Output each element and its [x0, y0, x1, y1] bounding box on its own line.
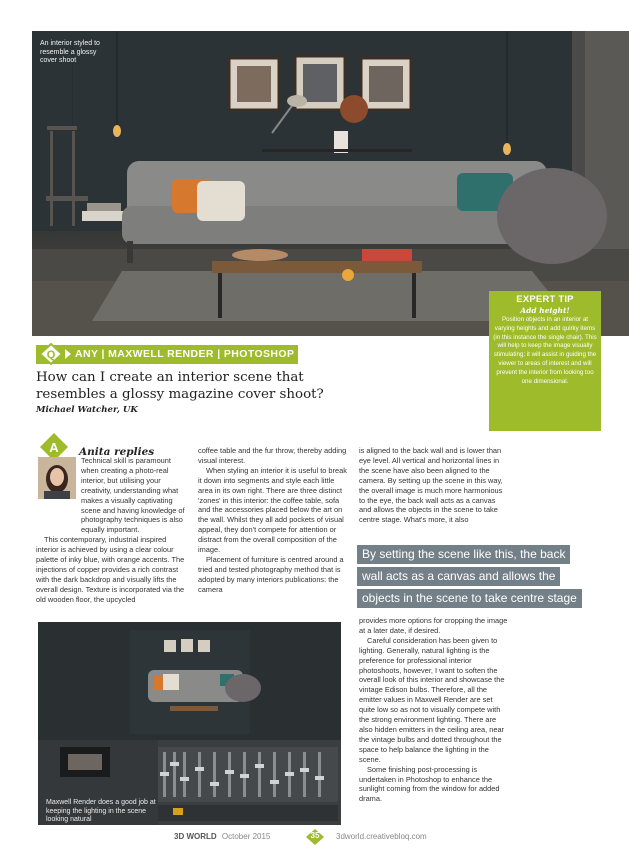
topic-tag-label: ANY | MAXWELL RENDER | PHOTOSHOP	[75, 348, 295, 360]
footer-magazine-name: 3D WORLD	[174, 832, 217, 841]
expert-tip-title: EXPERT TIP	[516, 294, 574, 305]
footer-site: 3dworld.creativebloq.com	[336, 832, 427, 841]
render-screenshot	[38, 622, 341, 825]
paragraph: This contemporary, industrial inspired interior is achieved by using a clear colour palette of inky blue, with orange accents. The injections of copper provides a rich contrast with the dark backdrop and visually lifts the overall design. Texture is incorporated via the old wooden floor, the upcycled	[36, 535, 185, 604]
question-heading: How can I create an interior scene that resembles a glossy magazine cover shoot?	[36, 370, 324, 402]
pull-quote-line: By setting the scene like this, the back	[357, 545, 570, 564]
question-diamond-icon	[38, 343, 78, 365]
page-number: 35	[310, 831, 320, 840]
paragraph: coffee table and the fur throw, thereby adding visual interest.	[198, 446, 347, 465]
paragraph: Careful consideration has been given to lighting. Generally, natural lighting is the preference for professional interior photoshoots, however, I want to soften the overall look of this interior and showcase the vintage Edison bulbs. Therefore, all the emitter values in Maxwell Render are set quite low so as not to visually compete with the strong environment lighting. There are also hidden emitters in the ceiling area, near the vintage bulbs and dotted throughout the space to help balance the lighting in the scene.	[359, 635, 505, 764]
pull-quote	[357, 545, 577, 611]
paragraph: is aligned to the back wall and is lower than eye level. All vertical and horizontal lines in the scene have also been aligned to the camera. By setting up the scene in this way, the overall image is much more harmonious to the eye, the back wall acts as a canvas and allows the objects in the scene to take centre stage. What's more, it also	[359, 446, 503, 525]
paragraph: When styling an interior it is useful to break it down into segments and style each little area in its own right. There are three distinct 'zones' in this interior: the coffee table, sofa and the accessories placed below the art on the wall. Whilst they all add pockets of visual appeal, they don't compete for attention or distract from the overall composition of the image.	[198, 465, 347, 555]
paragraph: provides more options for cropping the image at a later date, if desired.	[359, 616, 508, 635]
pull-quote-line: wall acts as a canvas and allows the	[357, 567, 560, 586]
answer-column-3-continued	[359, 616, 509, 804]
answer-column-2	[198, 446, 350, 595]
svg-text:A: A	[49, 440, 59, 455]
expert-tip-body: Position objects in an interior at varying heights and add quirky items (in this instance the single chair). This will help to keep the image visually stimulating; it will assist in guiding the viewer to areas of interest and will prevent the interior from looking too one dimensional.	[493, 316, 597, 385]
paragraph: Technical skill is paramount when creating a photo-real interior, but utilising your creativity, understanding what makes a visually captivating scene and having knowledge of photography techniques is also equally important.	[81, 456, 185, 535]
paragraph: Some finishing post-processing is undertaken in Photoshop to enhance the sunlight coming from the window for added drama.	[359, 764, 500, 804]
answer-replier: Anita replies	[79, 446, 155, 458]
footer-issue: October 2015	[221, 832, 271, 841]
expert-tip-box	[489, 291, 601, 431]
expert-tip-subtitle: Add height!	[520, 306, 570, 315]
answer-column-3	[359, 446, 509, 525]
svg-text:Q: Q	[46, 349, 56, 361]
paragraph: Placement of furniture is centred around a tried and tested photography method that is adopted by many interiors publications: the camera	[198, 554, 344, 594]
answer-column-1	[36, 456, 190, 605]
render-caption: Maxwell Render does a good job at keeping the lighting in the scene looking natural	[46, 799, 156, 823]
footer-magazine	[174, 832, 270, 841]
question-asker: Michael Watcher, UK	[36, 405, 138, 415]
pull-quote-line: objects in the scene to take centre stage	[357, 589, 582, 608]
hero-caption: An interior styled to resemble a glossy cover shoot	[40, 40, 100, 64]
